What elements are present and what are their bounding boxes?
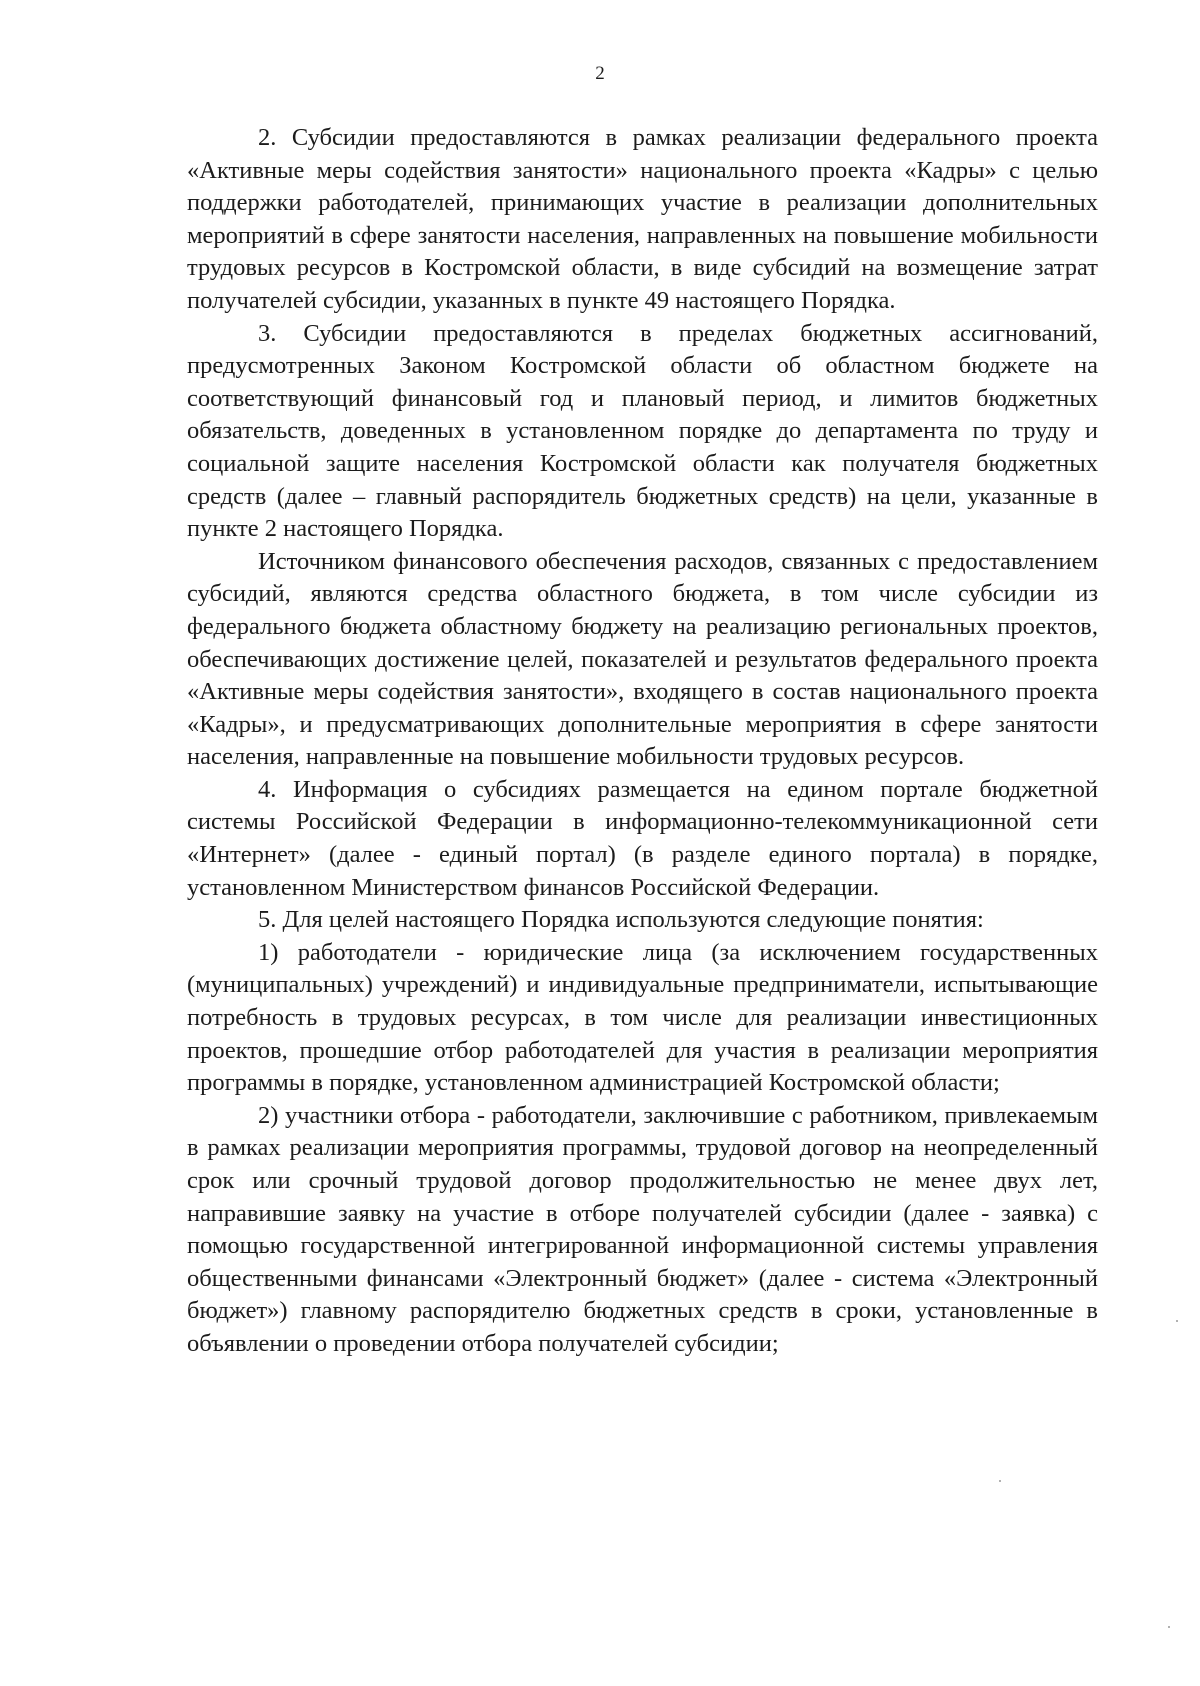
document-body [187,122,1098,1361]
paragraph-5-definitions: 5. Для целей настоящего Порядка используются следующие понятия: [258,906,984,934]
paragraph-funding-source: Источником финансового обеспечения расходов, связанных с предоставлением субсидий, являются средства областного бюджета, в том числе субсидии из федерального бюджета областному бюджету на реализацию региональных проектов, обеспечивающих достижение целей, показателей и результатов федерального проекта «Активные меры содействия занятости», входящего в состав национального проекта «Кадры», и предусматривающих дополнительные мероприятия в сфере занятости населения, направленные на повышение мобильности трудовых ресурсов. [187,547,1098,771]
definition-1-employers: 1) работодатели - юридические лица (за исключением государственных (муниципальных) учреждений) и индивидуальные предприниматели, испытывающие потребность в трудовых ресурсах, в том числе для реализации инвестиционных проектов, прошедшие отбор работодателей для участия в реализации мероприятия программы в порядке, установленном администрацией Костромской области; [187,938,1098,1097]
definition-2-selection-participants: 2) участники отбора - работодатели, заключившие с работником, привлекаемым в рамках реализации мероприятия программы, трудовой договор на неопределенный срок или срочный трудовой договор продолжительностью не менее двух лет, направившие заявку на участие в отборе получателей субсидии (далее - заявка) с помощью государственной интегрированной информационной системы управления общественными финансами «Электронный бюджет» (далее - система «Электронный бюджет») главному распорядителю бюджетных средств в сроки, установленные в объявлении о проведении отбора получателей субсидии; [187,1101,1098,1357]
scan-speck [1168,1626,1170,1628]
page-number: 2 [595,63,605,84]
paragraph-2-subsidies-purpose: 2. Субсидии предоставляются в рамках реализации федерального проекта «Активные меры содействия занятости» национального проекта «Кадры» с целью поддержки работодателей, принимающих участие в реализации дополнительных мероприятий в сфере занятости населения, направленных на повышение мобильности трудовых ресурсов в Костромской области, в виде субсидий на возмещение затрат получателей субсидии, указанных в пункте 49 настоящего Порядка. [187,124,1098,314]
paragraph-3-budget-limits: 3. Субсидии предоставляются в пределах бюджетных ассигнований, предусмотренных Законом Костромской области об областном бюджете на соответствующий финансовый год и плановый период, и лимитов бюджетных обязательств, доведенных в установленном порядке до департамента по труду и социальной защите населения Костромской области как получателя бюджетных средств (далее – главный распорядитель бюджетных средств) на цели, указанные в пункте 2 настоящего Порядка. [187,319,1098,543]
scan-speck [1176,1320,1178,1322]
scan-speck [999,1480,1001,1482]
paragraph-4-portal-information: 4. Информация о субсидиях размещается на едином портале бюджетной системы Российской Федерации в информационно-телекоммуникационной сети «Интернет» (далее - единый портал) (в разделе единого портала) в порядке, установленном Министерством финансов Российской Федерации. [187,775,1098,901]
